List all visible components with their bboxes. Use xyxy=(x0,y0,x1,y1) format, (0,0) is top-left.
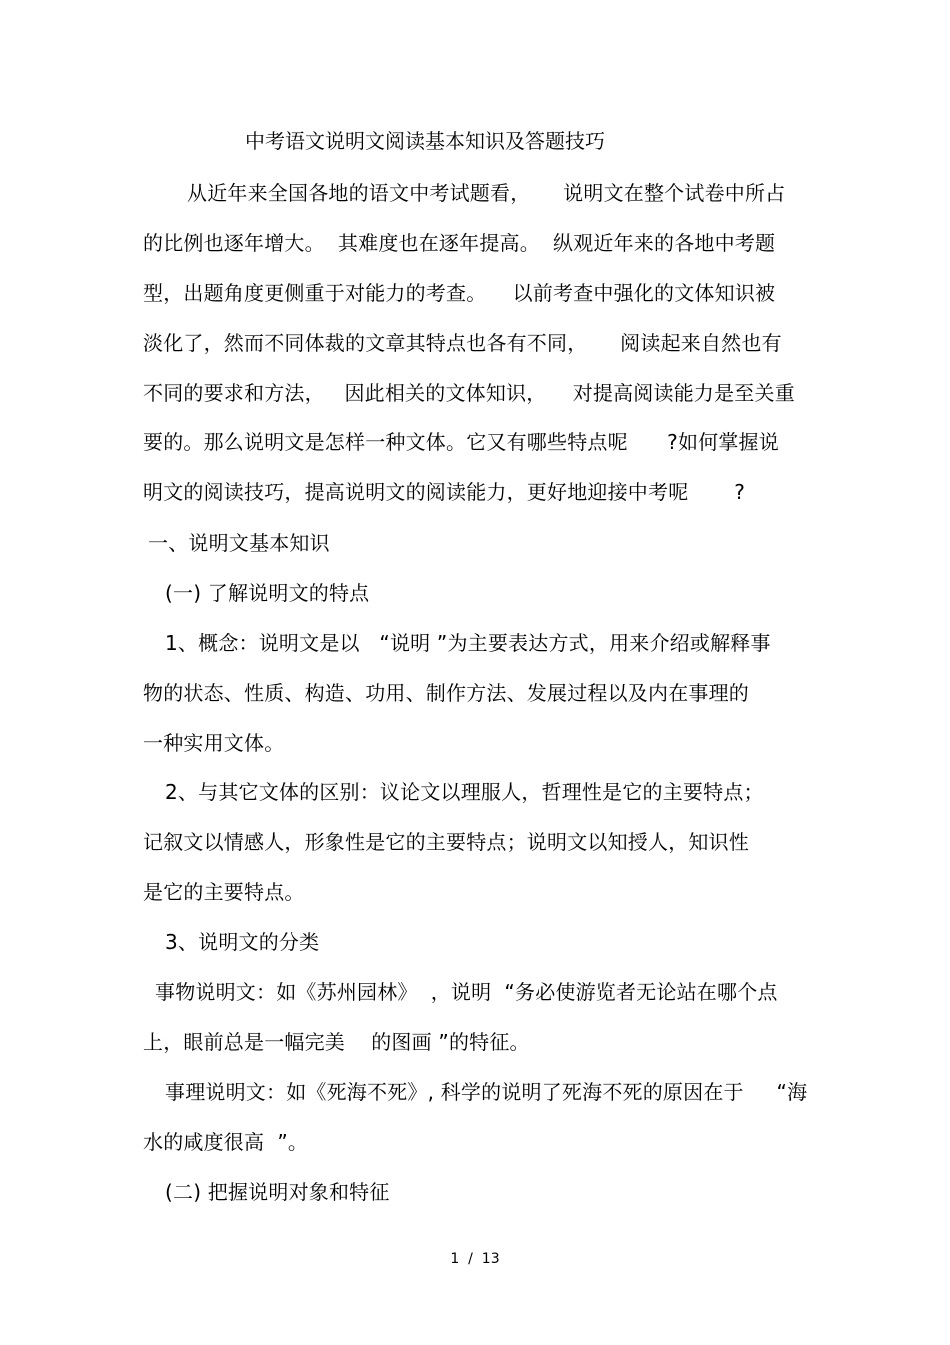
paragraph-line: 的比例也逐年增大。 其难度也在逐年提高。 纵观近年来的各地中考题 xyxy=(143,231,776,255)
paragraph-line: 是它的主要特点。 xyxy=(143,880,305,904)
paragraph-line: 记叙文以情感人，形象性是它的主要特点；说明文以知授人，知识性 xyxy=(143,830,749,854)
paragraph-line: 事理说明文：如《死海不死》, 科学的说明了死海不死的原因在于 “海 xyxy=(165,1080,808,1104)
paragraph-line: 事物说明文：如《苏州园林》 ，说明 “务必使游览者无论站在哪个点 xyxy=(155,980,778,1004)
document-title: 中考语文说明文阅读基本知识及答题技巧 xyxy=(245,129,605,153)
paragraph-line: 一种实用文体。 xyxy=(143,731,285,755)
section-heading: 一、说明文基本知识 xyxy=(148,531,330,555)
paragraph-line: 上，眼前总是一幅完美 的图画 ”的特征。 xyxy=(143,1030,530,1054)
paragraph-line: 型，出题角度更侧重于对能力的考查。 以前考查中强化的文体知识被 xyxy=(143,281,776,305)
paragraph-line: 不同的要求和方法， 因此相关的文体知识， 对提高阅读能力是至关重 xyxy=(143,381,795,405)
paragraph-line: 明文的阅读技巧，提高说明文的阅读能力，更好地迎接中考呢 ? xyxy=(143,480,746,504)
paragraph-line: 要的。那么说明文是怎样一种文体。它又有哪些特点呢 ?如何掌握说 xyxy=(143,430,779,454)
paragraph-line: 淡化了，然而不同体裁的文章其特点也各有不同， 阅读起来自然也有 xyxy=(143,331,782,355)
paragraph-line: 1、概念：说明文是以 “说明 ”为主要表达方式，用来介绍或解释事 xyxy=(165,631,771,655)
page-number: 1 / 13 xyxy=(450,1251,500,1267)
subsection-heading: (一) 了解说明文的特点 xyxy=(165,581,370,605)
subsection-heading: (二) 把握说明对象和特征 xyxy=(165,1180,390,1204)
paragraph-line: 从近年来全国各地的语文中考试题看， 说明文在整个试卷中所占 xyxy=(187,181,786,205)
paragraph-line: 水的咸度很高 ”。 xyxy=(143,1130,309,1154)
paragraph-line: 3、说明文的分类 xyxy=(165,930,320,954)
paragraph-line: 2、与其它文体的区别：议论文以理服人，哲理性是它的主要特点； xyxy=(165,780,764,804)
paragraph-line: 物的状态、性质、构造、功用、制作方法、发展过程以及内在事理的 xyxy=(143,681,749,705)
